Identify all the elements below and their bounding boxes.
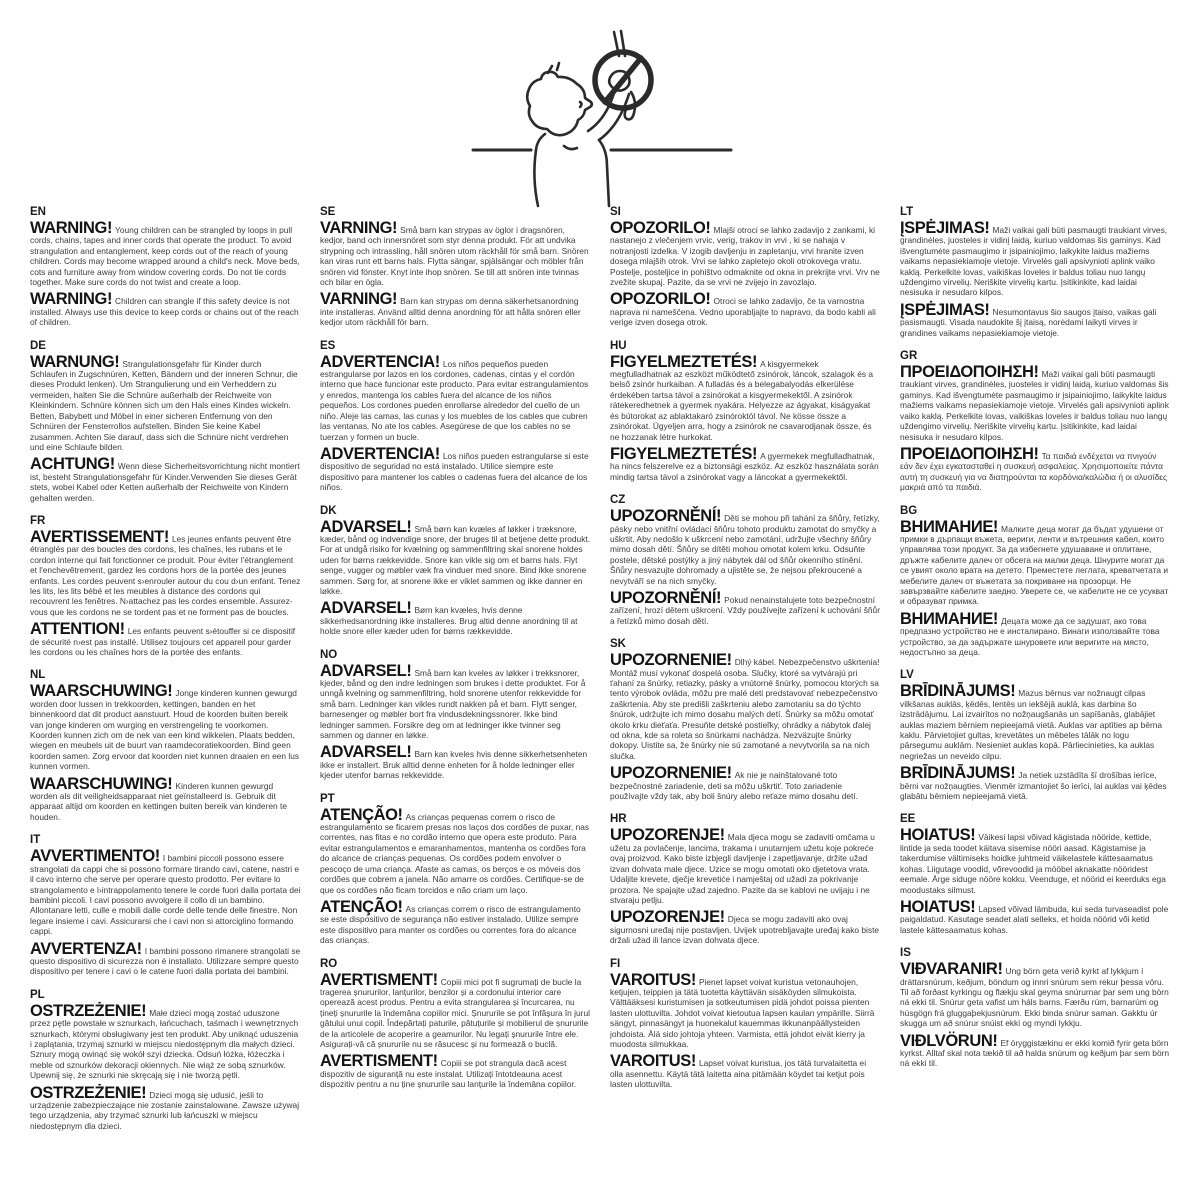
language-code-label: NL bbox=[30, 669, 46, 682]
warning-body-text: Малките деца могат да бъдат удушени от примки в дърпащи въжета, вериги, ленти и вътрешния кабел, които управлява този продукт. За да избегнете удушаване и оплитане, дръжте кабелите далеч от обсега на малки деца. Шнурите могат да се увият около врата на детето. Преместете леглата, креватчетата и мебелите далеч от въжетата за покриване на прозорци. Не завързвайте кабелите заедно. Уверете се, че кабелите не се усукват и образуват примка. bbox=[900, 523, 1169, 607]
language-section-hu bbox=[610, 340, 881, 482]
warning-paragraph bbox=[610, 826, 881, 905]
warning-paragraph bbox=[30, 939, 301, 977]
warning-body-text: Les jeunes enfants peuvent être étranglés par des boucles des cordons, les chaînes, les rubans et le cordon interne qui fait fonctionner ce produit. Pour éviter l'étranglement et l'enchevêtrement, gardez les cordons hors de la portée des jeunes enfants. Les cordes peuvent s›enrouler autour du cou d›un enfant. Tenez les lits, les lits bébé et les meubles à distance des cordons qui recouvrent les fenêtres. N›attachez pas les cordes ensemble. Assurez-vous que les cordons ne se tordent pas et ne forment pas de boucles. bbox=[30, 533, 301, 617]
warning-heading: ΠΡΟΕΙΔΟΠΟΙΗΣΗ! bbox=[900, 444, 1039, 463]
language-code-label: ES bbox=[320, 339, 336, 352]
warning-body-text: Los niños pequeños pueden estrangularse por lazos en los cordones, cadenas, cintas y el cordón interno que hace funcionar este producto. Para evitar estrangulamientos y enredos, mantenga los cables fuera del alcance de los niños pequeños. Los cordones pueden enrollarse alrededor del cuello de un niño. Aleje las camas, las cunas y los muebles de los cables que cubren las ventanas. No ate los cables. Asegúrese de que los cables no se tuerzan y formen un bucle. bbox=[320, 358, 589, 442]
warning-paragraph bbox=[610, 219, 881, 288]
language-code-label: SK bbox=[610, 638, 626, 651]
warning-paragraph bbox=[320, 897, 591, 946]
warning-body-text: Mala djeca mogu se zadaviti omčama u užetu za povlačenje, lancima, trakama i unutarnjem užetu koje pokreće ovaj proizvod. Kako biste izbjegli davljenje i zapetljavanje, držite užad izvan dohvata male djece. Uzice se mogu omotati oko djetetova vrata. Udaljite krevete, dječje krevetiće i namještaj od užadi za pokrivanje prozora. Ne spajajte užad zajedno. Pazite da se kablovi ne uvijaju i ne stvaraju petlju. bbox=[610, 832, 875, 905]
warning-paragraph bbox=[900, 897, 1171, 935]
language-code-label: EE bbox=[900, 813, 916, 826]
language-code-label: PL bbox=[30, 988, 45, 1001]
warning-paragraph bbox=[900, 517, 1171, 607]
language-section-en bbox=[30, 206, 301, 328]
warning-body-text: Copiii se pot strangula dacă acest dispozitiv de siguranță nu este instalat. Utilizați întotdeauna acest dispozitiv pentru a nu ține șnururile sau lanțurile la îndemâna copiilor. bbox=[320, 1058, 577, 1090]
child-hair-tuft bbox=[557, 63, 559, 70]
warning-paragraph bbox=[900, 826, 1171, 895]
warning-body-text: Maži vaikai gali būti pasmaugti traukiant virves, grandinėles, juosteles ir vidinį laidą, kuriuo valdomas šis gaminys. Kad išvengtumėte pasmaugimo ir įsipainiojimo, laikykite laidus mažiems vaikams nepasiekiamoje vietoje. Virvelės gali apsivynioti aplink vaiko kaklą. Perkelkite lovas, vaikiškas loveles ir baldus toliau nuo langų uždengimo virvelių. Neriškite virvelių kartu. Įsitikinkite, kad laidai nesisuka ir nesudaro kilpos. bbox=[900, 369, 1169, 442]
language-code-label: IS bbox=[900, 947, 911, 960]
language-section-sk bbox=[610, 638, 881, 801]
warning-paragraph bbox=[610, 908, 881, 946]
warning-heading: OPOZORILO! bbox=[610, 219, 711, 237]
warning-paragraph bbox=[30, 774, 301, 823]
warning-heading: WAARSCHUWING! bbox=[30, 774, 173, 793]
warning-body-text: Otroci se lahko zadavijo, če ta varnostna naprava ni nameščena. Vedno uporabljajte to napravo, da bodo kabli ali verige izven dosega otrok. bbox=[610, 296, 876, 328]
warning-paragraph bbox=[900, 764, 1171, 802]
language-code-label: HU bbox=[610, 339, 627, 352]
warning-body-text: As crianças correm o risco de estrangulamento se este dispositivo de segurança não estiver instalado. Utilize sempre este dispositivo para manter os cordões ou correntes fora do alcance das crianças. bbox=[320, 903, 581, 946]
child-back bbox=[536, 134, 545, 150]
warning-heading: UPOZORENJE! bbox=[610, 908, 725, 927]
language-section-lt bbox=[900, 206, 1171, 338]
warning-heading: ADVERTENCIA! bbox=[320, 444, 440, 463]
warning-body-text: Ef öryggistækinu er ekki komið fyrir geta börn kyrkst. Alltaf skal nota tækið til að halda snúrum og keðjum þar sem börn ná ekki til. bbox=[900, 1037, 1170, 1069]
language-section-bg bbox=[900, 505, 1171, 658]
language-code-label: FI bbox=[610, 957, 621, 970]
language-code-label: PT bbox=[320, 792, 335, 805]
warning-heading: AVERTISSEMENT! bbox=[30, 527, 169, 546]
warning-body-text: I bambini piccoli possono essere strangolati da cappi che si possono formare tirando cavi, catene, nastri e il cavo interno che serve per operare questo prodotto. Per evitare lo strangolamento e l›intrappolamento tenere le corde fuori dalla portata dei bambini piccoli. I cavi possono avvolgere il collo di un bambino. Allontanare letti, culle e mobili dalle corde delle tende delle finestre. Non legare insieme i cavi. Assicurarsi che i cavi non si attorciglino formando cappi. bbox=[30, 853, 301, 937]
warning-heading: AVVERTIMENTO! bbox=[30, 847, 160, 866]
warning-heading: ADVARSEL! bbox=[320, 743, 412, 762]
warning-heading: ATTENTION! bbox=[30, 620, 125, 639]
warning-body-text: A gyermekek megfulladhatnak, ha nincs felszerelve ez a biztonsági eszköz. Az eszköz használata során mindig tartsa távol a zsinórokat vagy a láncokat a gyermekektől. bbox=[610, 450, 879, 482]
warning-heading: WARNUNG! bbox=[30, 352, 120, 371]
warning-heading: OPOZORILO! bbox=[610, 290, 711, 309]
warning-paragraph bbox=[30, 847, 301, 937]
language-section-lv bbox=[900, 669, 1171, 801]
column-1 bbox=[30, 206, 301, 1143]
warning-body-text: Children can strangle if this safety device is not installed. Always use this device to keep cords or chains out of the reach of children. bbox=[30, 296, 299, 328]
warning-paragraph bbox=[320, 599, 591, 637]
warning-heading: WARNING! bbox=[30, 290, 113, 309]
warning-heading: ВНИМАНИЕ! bbox=[900, 517, 999, 536]
warning-heading: UPOZORNENIE! bbox=[610, 764, 732, 783]
warning-heading: ATENÇÃO! bbox=[320, 805, 403, 824]
warning-paragraph bbox=[320, 743, 591, 781]
warning-heading: UPOZORNĚNÍ! bbox=[610, 507, 722, 526]
warning-paragraph bbox=[610, 588, 881, 626]
warning-heading: VAROITUS! bbox=[610, 970, 696, 989]
warning-body-text: Barn kan strypas om denna säkerhetsanordning inte installeras. Använd alltid denna anordning för att hålla snören eller kedjor utom räckhåll för barn. bbox=[320, 296, 581, 328]
language-columns bbox=[30, 206, 1171, 1143]
warning-heading: HOIATUS! bbox=[900, 826, 976, 845]
warning-body-text: Децата може да се задушат, ако това предпазно устройство не е инсталирано. Винаги използвайте това устройство, за да задържате шнуровете или веригите на място, недостъпно за деца. bbox=[900, 615, 1160, 657]
warning-paragraph bbox=[900, 960, 1171, 1029]
warning-body-text: Små børn kan kvæles af løkker i træksnore, kæder, bånd og indvendige snore, der bruges til at betjene dette produkt. For at undgå risiko for kvælning og sammenfiltring skal snorene holdes uden for børns rækkevidde. Snore kan vikle sig om et barns hals. Flyt senge, vugger og møbler væk fra vinduer med snore. Bind ikke snorene sammen. Sørg for, at snorene ikke er viklet sammen og ikke danner en løkke. bbox=[320, 523, 591, 596]
language-code-label: NO bbox=[320, 648, 338, 661]
warning-body-text: Děti se mohou při tahání za šňůry, řetízky, pásky nebo vnitřní ovládací šňůru tohoto produktu zamotat do smyčky a uškrtit. Aby nedošlo k uškrcení nebo zamotání, udržujte všechny šňůry mimo dosah dětí. Šňůry se dítěti mohou omotat kolem krku. Odsuňte postele, dětské postýlky a jiný nábytek dál od šňůr okenního stínění. Šňůry nesvazujte dohromady a ujistěte se, že nejsou překroucené a nevytváří se na nich smyčky. bbox=[610, 513, 880, 586]
warning-heading: ΠΡΟΕΙΔΟΠΟΙΗΣΗ! bbox=[900, 363, 1039, 382]
warning-body-text: Jonge kinderen kunnen gewurgd worden door lussen in trekkoorden, kettingen, banden en het binnenkoord dat dit product aanstuurt. Houd de koorden buiten bereik van jonge kinderen om wurging en verstrengeling te voorkomen. Koorden kunnen zich om de nek van een kind wikkelen. Plaats bedden, wiegen en meubels uit de buurt van raamdecoratiekoorden. Bind geen koorden samen. Zorg ervoor dat koorden niet kunnen draaien en een lus kunnen vormen. bbox=[30, 688, 300, 772]
warning-body-text: Wenn diese Sicherheitsvorrichtung nicht montiert ist, besteht Strangulationsgefahr für Kinder.Verwenden Sie dieses Gerät stets, wobei Kabel oder Ketten außerhalb der Reichweite von Kindern gehalten werden. bbox=[30, 461, 300, 503]
warning-paragraph bbox=[320, 970, 591, 1050]
language-section-fr bbox=[30, 515, 301, 657]
language-section-hr bbox=[610, 813, 881, 945]
warning-paragraph bbox=[30, 455, 301, 503]
warning-paragraph bbox=[30, 219, 301, 288]
language-section-nl bbox=[30, 669, 301, 822]
warning-paragraph bbox=[610, 764, 881, 802]
warning-heading: AVERTISMENT! bbox=[320, 1052, 438, 1071]
warning-paragraph bbox=[610, 290, 881, 328]
warning-body-text: As crianças pequenas correm o risco de estrangulamento se ficarem presas nos laços dos cordões de puxar, nas correntes, nas fitas e no cordão interno que opera este produto. Para evitar estrangulamentos e emaranhamentos, mantenha os cordões fora do alcance de crianças pequenas. Os cordões podem envolver o pescoço de uma criança. Afaste as camas, os berços e os móveis dos cordões que cobrem a janela. Não amarre os cordões. Certifique-se de que os cordões não ficam torcidos e não criam um laço. bbox=[320, 811, 590, 895]
language-code-label: SE bbox=[320, 206, 336, 218]
column-3 bbox=[610, 206, 881, 1143]
language-code-label: IT bbox=[30, 834, 41, 847]
warning-heading: ATENÇÃO! bbox=[320, 897, 403, 916]
warning-body-text: Los niños pueden estrangularse si este dispositivo de seguridad no está instalado. Utilice siempre este dispositivo para mantener los cables o cadenas fuera del alcance de los niños. bbox=[320, 450, 589, 493]
language-section-gr bbox=[900, 350, 1171, 492]
language-section-pt bbox=[320, 793, 591, 946]
language-code-label: DE bbox=[30, 339, 46, 352]
warning-paragraph bbox=[610, 444, 881, 482]
warning-paragraph bbox=[610, 970, 881, 1050]
language-section-se bbox=[320, 206, 591, 328]
warning-paragraph bbox=[610, 352, 881, 442]
warning-body-text: Young children can be strangled by loops in pull cords, chains, tapes and inner cords that operate the product. To avoid strangulation and entanglement, keep cords out of the reach of young children. Cords may become wrapped around a child's neck. Move beds, cots and furniture away from window covering cords. Do not tie cords together. Make sure cords do not twist and create a loop. bbox=[30, 225, 300, 288]
warning-paragraph bbox=[610, 1052, 881, 1090]
warning-heading: ADVARSEL! bbox=[320, 599, 412, 618]
warning-paragraph bbox=[610, 507, 881, 586]
warning-body-text: Ung börn geta verið kyrkt af lykkjum í dráttarsnúrum, keðjum, böndum og innri snúrum sem rekur þessa vöru. Til að forðast kyrkingu og flækju skal geyma snúrurnar þar sem ung börn ná ekki til. Snúrur geta vafist um háls barns. Færðu rúm, barnarúm og húsgögn frá gluggaþekjusnúrum. Ekki binda snúrur saman. Gakktu úr skugga um að snúrur snúist ekki og myndi lykkju. bbox=[900, 966, 1169, 1029]
warning-paragraph bbox=[30, 290, 301, 328]
warning-body-text: Mazus bērnus var nožnaugt cilpas vilkšanas auklās, ķēdēs, lentēs un iekšējā auklā, kas darbina šo izstrādājumu. Lai izvairītos no nožņaugšanās un sapīšanās, glabājiet auklas maziem bērniem nepieejamā vietā. Auklas var aptīties ap bērna kaklu. Pārvietojiet gultas, krevetātes un mēbeles tālāk no logu pārsegumu auklām. Nesieniet auklas kopā. Pārliecinieties, ka auklas negriežas un neveido cilpu. bbox=[900, 688, 1163, 761]
warning-heading: VIÐVARANIR! bbox=[900, 960, 1003, 979]
warning-heading: ĮSPĖJIMAS! bbox=[900, 300, 990, 319]
child-nose bbox=[580, 102, 582, 107]
language-section-cz bbox=[610, 494, 881, 626]
language-section-it bbox=[30, 834, 301, 976]
warning-heading: OSTRZEŻENIE! bbox=[30, 1001, 147, 1020]
warning-body-text: Dlhý kábel. Nebezpečenstvo uškrtenia! Montáž musí vykonať dospelá osoba. Slučky, ktoré sa vytvárajú pri ťahaní za šnúrky, retiazky, pásky a vnútorné šnúrky, pomocou ktorých sa tento výrobok ovláda, môžu pre malé deti predstavovať nebezpečenstvo zaškrtenia. Aby ste predišli zaškrteniu alebo zamotaniu sa do týchto šnúrok, udržujte ich mimo dosahu malých detí. Šnúrky sa môžu omotať okolo krku dieťaťa. Presuňte detské postieľky, ohrádky a nábytok ďalej od okna, kde sa roleta so šnúrkami nachádza. Nezväzujte šnúrky dokopy. Uistite sa, že šnúrky nie sú zamotané a nevytvorila sa na nich slučka. bbox=[610, 657, 880, 761]
child-torso bbox=[534, 150, 538, 206]
warning-heading: VAROITUS! bbox=[610, 1052, 696, 1071]
language-code-label: DK bbox=[320, 504, 337, 517]
warning-heading: ADVARSEL! bbox=[320, 661, 412, 680]
language-section-dk bbox=[320, 505, 591, 637]
warning-body-text: Dzieci mogą się udusić, jeśli to urządzenie zabezpieczające nie zostanie zainstalowane. Zawsze używaj tego urządzenia, aby trzymać sznurki lub łańcuszki w miejscu niedostępnym dla dzieci. bbox=[30, 1089, 300, 1131]
child-pulling-cord-prohibited-illustration bbox=[468, 28, 738, 208]
language-section-es bbox=[320, 340, 591, 493]
language-section-pl bbox=[30, 989, 301, 1131]
warning-body-text: Barn kan kveles hvis denne sikkerhetsenheten ikke er installert. Bruk alltid denne enheten for å holde ledninger eller kjeder utenfor barnas rekkevidde. bbox=[320, 749, 588, 781]
warning-body-text: Mlajši otroci se lahko zadavijo z zankami, ki nastanejo z vlečenjem vrvic, verig, trakov in vrvi , ki se nahaja v notranjosti izdelka. V izogib davljenju in zapletanju, vrvi hranite izven dosega mlajših otrok. Vrvi se lahko zapletejo okoli otrokovega vratu. Postelje, posteljice in pohištvo odmaknite od okna in prekrijte vrvi. Vrv ne zvežite skupaj. Pazite, da se vrvi ne zvijejo in zavozlajo. bbox=[610, 225, 880, 288]
warning-body-text: Lapset voivat kuristua, jos tätä turvalaitetta ei olla asennettu. Käytä tätä laitetta aina pitämään köydet tai ketjut pois lasten ulottuvilta. bbox=[610, 1058, 867, 1090]
warning-heading: WARNING! bbox=[30, 219, 113, 237]
warning-body-text: Maži vaikai gali būti pasmaugti traukiant virves, grandinėles, juosteles ir vidinį laidą, kuriuo valdomas šis gaminys. Kad išvengtumėte pasmaugimo ir įsipainiojimo, laikykite laidus mažiems vaikams nepasiekiamoje vietoje. Virvelės gali apsivynioti aplink vaiko kaklą. Perkelkite lovas, vaikiškas loveles ir baldus toliau nuo langų uždengimo virvelių. Neriškite virvelių kartu. Įsitikinkite, kad laidai nesisuka ir nesudaro kilpos. bbox=[900, 225, 1168, 298]
column-2 bbox=[320, 206, 591, 1143]
language-code-label: GR bbox=[900, 350, 918, 363]
warning-paragraph bbox=[30, 527, 301, 617]
warning-body-text: Små barn kan kveles av løkker i trekksnorer, kjeder, bånd og den indre ledningen som brukes i dette produktet. For å unngå kvelning og sammenfiltring, hold snorene utenfor rekkevidde for små barn. Ledninger kan vikles rundt nakken på et barn. Flytt senger, barnesenger og møbler bort fra vindusdekningssnorer. Ikke bind ledninger sammen. Forsikre deg om at ledninger ikke tvinner seg sammen og danner en løkke. bbox=[320, 667, 586, 741]
warning-body-text: Les enfants peuvent s›étouffer si ce dispositif de sécurité n›est pas installé. Utilisez toujours cet appareil pour garder les cordons ou les chaînes hors de la portée des enfants. bbox=[30, 626, 296, 657]
warning-heading: ADVERTENCIA! bbox=[320, 352, 440, 371]
warning-paragraph bbox=[900, 363, 1171, 442]
warning-heading: AVERTISMENT! bbox=[320, 970, 438, 989]
child-torso bbox=[599, 140, 609, 206]
warning-body-text: Lapsed võivad lämbuda, kui seda turvaseadist pole paigaldatud. Kasutage seadet alati selleks, et hoida nöörid või ketid lastele kättesaamatus kohas. bbox=[900, 903, 1169, 935]
language-code-label: SI bbox=[610, 206, 621, 218]
language-section-si bbox=[610, 206, 881, 328]
warning-heading: UPOZORNĚNÍ! bbox=[610, 588, 722, 607]
warning-paragraph bbox=[30, 352, 301, 453]
language-code-label: LV bbox=[900, 669, 914, 682]
warning-heading: FIGYELMEZTETÉS! bbox=[610, 352, 758, 371]
language-section-no bbox=[320, 649, 591, 781]
language-section-ro bbox=[320, 958, 591, 1090]
warning-paragraph bbox=[30, 1001, 301, 1081]
warning-paragraph bbox=[320, 444, 591, 493]
warning-heading: ĮSPĖJIMAS! bbox=[900, 219, 990, 237]
warning-paragraph bbox=[900, 444, 1171, 493]
warning-body-text: Copiii mici pot fi sugrumați de bucle la tragerea șnururilor, lanțurilor, benzilor și a cordonului interior care operează acest produs. Pentru a evita strangularea și încurcarea, nu țineți șnururile la îndemâna copiilor mici. Șnururile se pot înfășura în jurul gâtului unui copil. Îndepărtați paturile, pătuțurile și mobilierul de șnururile de la articolele de acoperire a geamurilor. Nu legați șnururile între ele. Asigurați-vă că șnururile nu se răsucesc și nu formează o buclă. bbox=[320, 976, 590, 1049]
warning-paragraph bbox=[30, 1083, 301, 1132]
language-code-label: RO bbox=[320, 957, 338, 970]
language-section-ee bbox=[900, 813, 1171, 935]
warning-body-text: Strangulationsgefahr für Kinder durch Schlaufen in Zugschnüren, Ketten, Bändern und der inneren Schnur, die dieses Produkt lenken). Um Strangulierung und ein Verheddern zu vermeiden, halten Sie die Schnüre außerhalb der Reichweite von Kleinkindern. Schnüre können sich um den Hals eines Kindes wickeln. Betten, Babybett und Möbel in einer sicheren Entfernung von den Schnüren der Fensterrollos aufstellen. Binden Sie keine Kabel zusammen. Achten Sie darauf, dass sich die Schnüre nicht verdrehen und eine Schlaufe bilden. bbox=[30, 358, 298, 452]
warning-paragraph bbox=[320, 219, 591, 288]
warning-heading: VARNING! bbox=[320, 290, 398, 309]
warning-heading: WAARSCHUWING! bbox=[30, 682, 173, 701]
warning-paragraph bbox=[900, 609, 1171, 658]
language-code-label: FR bbox=[30, 514, 46, 527]
warning-paragraph bbox=[900, 682, 1171, 761]
warning-body-text: Djeca se mogu zadaviti ako ovaj sigurnosni uređaj nije postavljen. Uvijek upotrebljavajte uređaj kako biste držali užad ili lance izvan dohvata djece. bbox=[610, 914, 880, 946]
warning-body-text: Väikesi lapsi võivad kägistada nööride, kettide, lintide ja seda toodet käitava sisemise nööri aasad. Kägistamise ja takerdumise vältimiseks hoidke juhtmeid väikelastele kättesaamatus kohas. Liigutage voodid, võrevoodid ja mööbel aknakatte nööridest eemale. Ärge siduge nööre kokku. Veenduge, et nöörid ei keerduks ega moodustaks silmust. bbox=[900, 832, 1166, 895]
language-code-label: LT bbox=[900, 206, 914, 218]
warning-heading: ACHTUNG! bbox=[30, 455, 115, 474]
child-chest-line bbox=[564, 146, 577, 149]
warning-body-text: Nesumontavus šio saugos įtaiso, vaikas gali pasismaugti. Visada naudokite šį įtaisą, norėdami laikyti virves ir grandines vaikams nepasiekiamoje vietoje. bbox=[900, 306, 1157, 338]
warning-heading: VARNING! bbox=[320, 219, 398, 237]
column-4 bbox=[900, 206, 1171, 1143]
warning-heading: BRĪDINĀJUMS! bbox=[900, 764, 1016, 783]
warning-paragraph bbox=[900, 1031, 1171, 1069]
warning-paragraph bbox=[320, 517, 591, 597]
warning-heading: ADVARSEL! bbox=[320, 517, 412, 536]
warning-body-text: Børn kan kvæles, hvis denne sikkerhedsanordning ikke installeres. Brug altid denne anordning til at holde snore eller kæder uden for børns rækkevidde. bbox=[320, 605, 578, 637]
warning-body-text: Pokud nenainstalujete toto bezpečnostní zařízení, hrozí dětem uškrcení. Vždy používejte zařízení k uchování šňůr a řetízků mimo dosah dětí. bbox=[610, 594, 880, 626]
warning-body-text: Ja netiek uzstādīta šī drošības ierīce, bērni var nožņaugties. Vienmēr izmantojiet šo ierīci, lai auklas vai ķēdes glabātu bērniem nepieejamā vietā. bbox=[900, 770, 1167, 802]
warning-heading: HOIATUS! bbox=[900, 897, 976, 916]
warning-heading: FIGYELMEZTETÉS! bbox=[610, 444, 758, 463]
warning-heading: OSTRZEŻENIE! bbox=[30, 1083, 147, 1102]
language-section-is bbox=[900, 947, 1171, 1069]
language-code-label: HR bbox=[610, 813, 627, 826]
language-code-label: BG bbox=[900, 504, 918, 517]
language-section-fi bbox=[610, 958, 881, 1090]
warning-paragraph bbox=[320, 805, 591, 895]
warning-heading: BRĪDINĀJUMS! bbox=[900, 682, 1016, 701]
warning-body-text: Małe dzieci mogą zostać uduszone przez pętle powstałe w sznurkach, łańcuchach, taśmach i wewnętrznych sznurkach, którymi obsługiwany jest ten produkt. Aby uniknąć uduszenia i zaplątania, trzymaj sznurki w miejscu niedostępnym dla małych dzieci. Sznury mogą owinąć się wokół szyi dziecka. Odsuń łóżka, łóżeczka i meble od sznurków dekoracji okiennych. Nie wiąż ze sobą sznurków. Upewnij się, że sznurki nie skręcają się i nie tworzą pętli. bbox=[30, 1007, 299, 1081]
warning-heading: ВНИМАНИЕ! bbox=[900, 609, 999, 628]
warning-body-text: Ak nie je nainštalované toto bezpečnostné zariadenie, deti sa môžu uškrtiť. Toto zariadenie používajte vždy tak, aby boli šnúry alebo reťaze mimo dosahu detí. bbox=[610, 770, 859, 802]
warning-body-text: A kisgyermekek megfulladhatnak az eszközt működtető zsinórok, láncok, szalagok és a belső zsinór hurkaiban. A fulladás és a belegabalyodás elkerülése érdekében tartsa távol a zsinórokat a kisgyermekektől. A zsinórok rátekeredhetnek a gyermek nyakára. Helyezze az ágyakat, kiságyakat és bútorokat az ablaktakaró zsinóroktól távol. Ne kösse össze a zsinórokat. Ügyeljen arra, hogy a zsinórok ne csavarodjanak össze, és ne hozzanak létre hurkokat. bbox=[610, 358, 874, 442]
warning-paragraph bbox=[320, 290, 591, 328]
warning-body-text: Τα παιδιά ενδέχεται να πνιγούν εάν δεν έχει εγκατασταθεί η συσκευή ασφαλείας. Χρησιμοποιείτε πάντα αυτή τη συσκευή για να διατηρούνται τα κορδόνια/καλώδια ή οι αλυσίδες μακριά από τα παιδιά. bbox=[900, 450, 1168, 493]
warning-paragraph bbox=[320, 352, 591, 442]
warning-paragraph bbox=[320, 661, 591, 741]
warning-paragraph bbox=[320, 1052, 591, 1090]
warning-body-text: Pienet lapset voivat kuristua vetonauhojen, ketjujen, teippien ja tätä tuotetta käyttävän sisäköyden silmukoista. Välttääksesi kuristumisen ja sotkeutumisen pidä johdot poissa pienten lasten ulottuvilta. Johdot voivat kietoutua lapsen kaulan ympärille. Siirrä sängyt, pinnasängyt ja huonekalut kauemmas ikkunanpäällysteiden johdoista. Älä sido johtoja yhteen. Varmista, että johdot eivät kierry ja muodosta silmukkaa. bbox=[610, 976, 875, 1049]
warning-paragraph bbox=[30, 620, 301, 657]
warning-body-text: Små barn kan strypas av öglor i dragsnören, kedjor, band och innersnöret som styr denna produkt. För att undvika strypning och intrassling, håll snören utom räckhåll för små barn. Snören kan viras runt ett barns hals. Flytta sängar, spjälsängar och möbler från snören vid fönster. Knyt inte ihop snören. Se till att snören inte tvinnas och bilar en ögla. bbox=[320, 225, 589, 288]
warning-body-text: I bambini possono rimanere strangolati se questo dispositivo di sicurezza non è installato. Utilizzare sempre questo dispositivo per tenere i cavi o le catene fuori dalla portata dei bambini. bbox=[30, 945, 301, 977]
warning-heading: UPOZORNENIE! bbox=[610, 651, 732, 670]
warning-body-text: Kinderen kunnen gewurgd worden als dit veiligheidsapparaat niet geïnstalleerd is. Gebruik dit apparaat altijd om koorden en kettingen buiten bereik van kinderen te houden. bbox=[30, 780, 288, 822]
warning-heading: AVVERTENZA! bbox=[30, 939, 142, 958]
warning-heading: UPOZORENJE! bbox=[610, 826, 725, 845]
warning-paragraph bbox=[30, 682, 301, 772]
warning-heading: VIÐLVÖRUN! bbox=[900, 1031, 998, 1050]
warning-paragraph bbox=[900, 219, 1171, 298]
language-section-de bbox=[30, 340, 301, 503]
warning-paragraph bbox=[900, 300, 1171, 338]
language-code-label: EN bbox=[30, 206, 46, 218]
warning-paragraph bbox=[610, 651, 881, 761]
language-code-label: CZ bbox=[610, 494, 626, 507]
